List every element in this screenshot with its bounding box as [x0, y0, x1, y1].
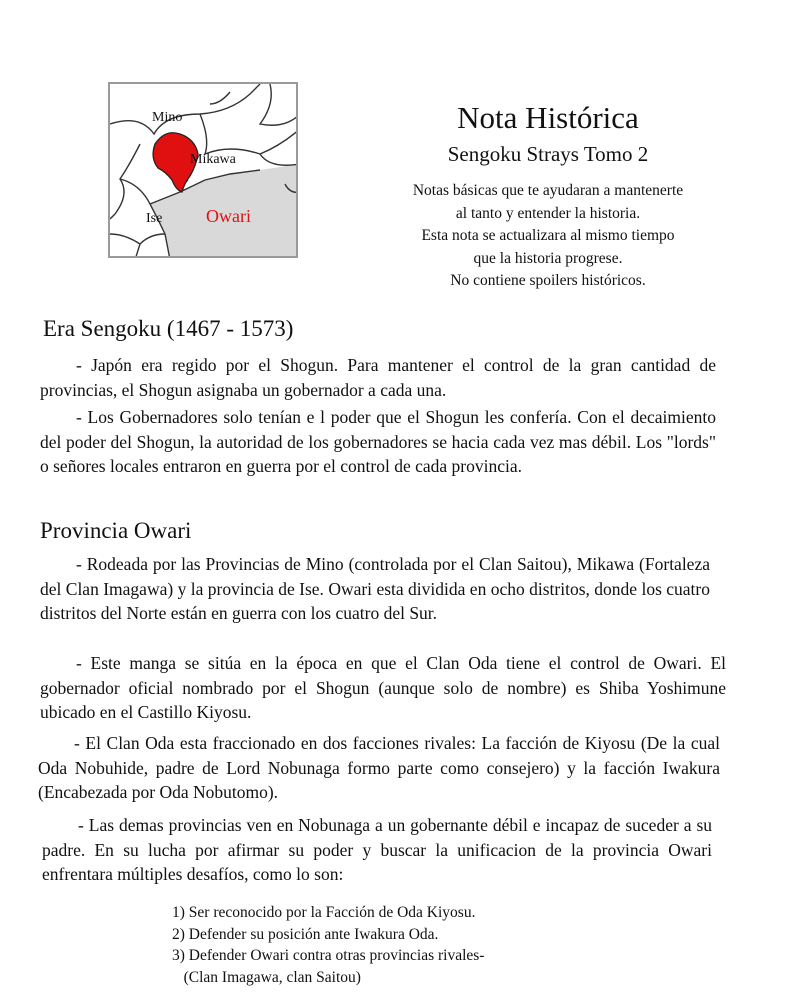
paragraph-text: - Rodeada por las Provincias de Mino (controlada por el Clan Saitou), Mikawa (Fortaleza del Clan Imagawa) y la provincia de Ise. Owari esta dividida en ocho distritos, donde los cuatro distritos del Norte están en guerra con los cuatro del Sur. — [40, 554, 710, 623]
paragraph — [40, 651, 726, 725]
map-label-mino: Mino — [152, 110, 183, 125]
challenges-list — [172, 902, 484, 988]
section-heading-sengoku: Era Sengoku (1467 - 1573) — [43, 316, 294, 341]
page-title: Nota Histórica — [457, 100, 639, 135]
page-subtitle: Sengoku Strays Tomo 2 — [447, 142, 649, 166]
list-item: 1) Ser reconocido por la Facción de Oda Kiyosu. — [172, 904, 476, 921]
intro-note-line: que la historia progrese. — [473, 249, 623, 267]
paragraph-text: - Este manga se sitúa en la época en que el Clan Oda tiene el control de Owari. El gobernador oficial nombrado por el Shogun (aunque solo de nombre) es Shiba Yoshimune ubicado en el Castillo Kiyosu. — [40, 653, 726, 722]
paragraph-text: - Los Gobernadores solo tenían e l poder que el Shogun les confería. Con el decaimiento del poder del Shogun, la autoridad de los gobernadores se hacia cada vez mas débil. Los "lords" o señores locales entraron en guerra por el control de cada provincia. — [40, 407, 716, 476]
paragraph-text: - Las demas provincias ven en Nobunaga a un gobernante débil e incapaz de suceder a su padre. En su lucha por afirmar su poder y buscar la unificacion de la provincia Owari enfrentara múltiples desafíos, como lo son: — [42, 815, 712, 884]
list-item: 2) Defender su posición ante Iwakura Oda. — [172, 925, 439, 943]
map-label-mikawa: Mikawa — [190, 152, 236, 167]
intro-notes — [340, 180, 756, 293]
paragraph — [40, 405, 716, 479]
paragraph-text: - El Clan Oda esta fraccionado en dos facciones rivales: La facción de Kiyosu (De la cual Oda Nobuhide, padre de Lord Nobunaga formo parte como consejero) y la facción Iwakura (Encabezada por Oda Nobutomo). — [38, 733, 720, 802]
map-label-owari: Owari — [206, 206, 251, 226]
section-heading-owari: Provincia Owari — [40, 518, 192, 543]
intro-note-line: al tanto y entender la historia. — [455, 204, 641, 222]
paragraph — [38, 731, 720, 805]
map-label-ise: Ise — [146, 211, 163, 226]
intro-note-line: Esta nota se actualizara al mismo tiempo — [421, 227, 675, 244]
paragraph-text: - Japón era regido por el Shogun. Para mantener el control de la gran cantidad de provincias, el Shogun asignaba un gobernador a cada una. — [40, 355, 716, 400]
list-item: 3) Defender Owari contra otras provincias rivales- — [172, 947, 485, 964]
intro-note-line: Notas básicas que te ayudaran a mantenerte — [412, 182, 684, 199]
paragraph — [40, 552, 710, 626]
paragraph — [40, 353, 716, 402]
paragraph — [42, 813, 712, 887]
intro-note-line: No contiene spoilers históricos. — [450, 272, 646, 289]
list-item: (Clan Imagawa, clan Saitou) — [172, 968, 361, 986]
